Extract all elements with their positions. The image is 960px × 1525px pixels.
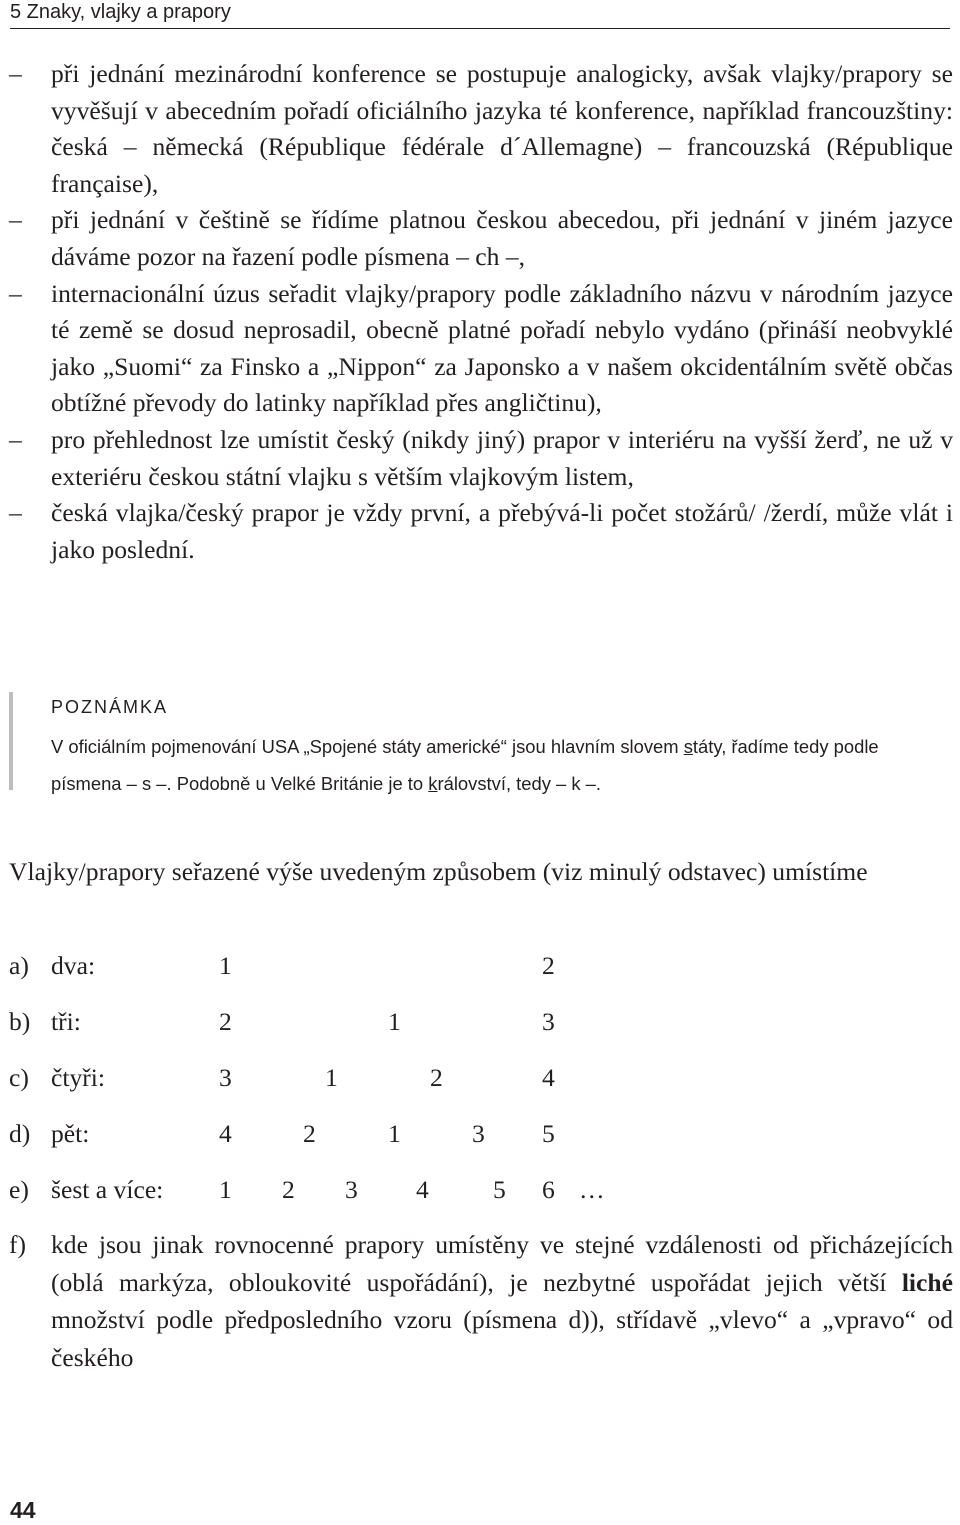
flag-position: 4 [416, 1175, 429, 1204]
flag-position: 5 [542, 1119, 555, 1148]
flag-position: 3 [542, 1007, 555, 1036]
list-item [9, 56, 953, 202]
flag-position: 2 [542, 951, 555, 980]
dash-bullet: – [9, 59, 22, 88]
flag-position: 1 [219, 1175, 232, 1204]
row-letter: a) [9, 951, 29, 980]
underlined-letter: k [428, 773, 438, 794]
flag-position: 2 [303, 1119, 316, 1148]
list-item-text: při jednání mezinárodní konference se postupuje analogicky, avšak vlajky/prapory se vyvěšují v abecedním pořadí oficiálního jazyka té konference, například francouzštiny: česká – německá (République fédérale d´Allemagne) – francouzská (République française), [51, 59, 953, 198]
flag-position: 3 [219, 1063, 232, 1092]
row-label: dva: [51, 951, 96, 980]
flag-position: 2 [430, 1063, 443, 1092]
list-item-text: při jednání v češtině se řídíme platnou českou abecedou, při jednání v jiném jazyce dáváme pozor na řazení podle písmena – ch –, [51, 205, 953, 271]
flag-position: 6 [542, 1175, 555, 1204]
row-label: šest a více: [51, 1175, 164, 1204]
bold-word: liché [901, 1267, 953, 1297]
flag-position: 2 [282, 1175, 295, 1204]
flag-position: 5 [493, 1175, 506, 1204]
row-label: pět: [51, 1119, 90, 1148]
bullet-list [9, 56, 953, 568]
dash-bullet: – [9, 498, 22, 528]
flag-position: 3 [345, 1175, 358, 1204]
row-letter: e) [9, 1175, 29, 1204]
chapter-title: 5 Znaky, vlajky a prapory [10, 1, 231, 23]
underlined-letter: s [683, 736, 693, 757]
list-item-text: internacionální úzus seřadit vlajky/prapory podle základního názvu v národním jazyce té země se dosud neprosadil, obecně platné pořadí nebylo vydáno (přináší neobvyklé jako „Suomi“ za Finsko a „Nippon“ za Japonsko a v našem okcidentálním světě občas obtížné převody do latinky například přes angličtinu), [51, 278, 953, 418]
dash-bullet: – [9, 278, 22, 308]
list-item-text: pro přehlednost lze umístit český (nikdy jiný) prapor v interiéru na vyšší žerď, ne už v exteriéru českou státní vlajku s větším vlajkovým listem, [51, 424, 953, 491]
row-letter: f) [9, 1230, 27, 1259]
flag-position: 1 [388, 1119, 401, 1148]
dash-bullet: – [9, 424, 22, 454]
flag-position: 4 [542, 1063, 555, 1092]
item-f-text-part: množství podle předposledního vzoru (písmena d)), střídavě „vlevo“ a „vpravo“ od českého [51, 1305, 953, 1372]
note-text-part: táty, řadíme tedy podle písmena – s –. Podobně u Velké Británie je to [51, 736, 879, 794]
running-header [10, 0, 950, 29]
page-number: 44 [10, 1497, 36, 1523]
flag-position: 1 [219, 951, 232, 980]
item-f-text-part: kde jsou jinak rovnocenné prapory umístěny ve stejné vzdálenosti od přicházejících (oblá markýza, obloukovité uspořádání), je nezbytné uspořádat jejich větší [51, 1230, 953, 1297]
row-label: čtyři: [51, 1063, 106, 1092]
list-item-text: česká vlajka/český prapor je vždy první, a přebývá-li počet stožárů/ /žerdí, může vlát i jako poslední. [51, 498, 953, 564]
row-letter: d) [9, 1119, 31, 1148]
flag-position: 3 [472, 1119, 485, 1148]
note-side-bar [9, 692, 13, 790]
flag-position: 1 [388, 1007, 401, 1036]
item-f-text [51, 1226, 953, 1376]
list-item [9, 495, 953, 568]
note-title: POZNÁMKA [51, 697, 169, 717]
row-letter: b) [9, 1007, 31, 1036]
flag-position: 1 [325, 1063, 338, 1092]
note-text [51, 728, 953, 802]
note-box [9, 692, 953, 792]
list-item [9, 276, 953, 422]
list-item [9, 422, 953, 495]
note-text-part: rálovství, tedy – k –. [437, 773, 602, 794]
list-item-f [9, 1226, 953, 1376]
dash-bullet: – [9, 205, 22, 235]
row-letter: c) [9, 1063, 29, 1092]
note-text-part: V oficiálním pojmenování USA „Spojené státy americké“ jsou hlavním slovem [51, 736, 684, 757]
flag-position: 2 [219, 1007, 232, 1036]
intro-paragraph: Vlajky/prapory seřazené výše uvedeným způsobem (viz minulý odstavec) umístíme [9, 857, 868, 886]
row-label: tři: [51, 1007, 81, 1036]
list-item [9, 202, 953, 275]
flag-position: 4 [219, 1119, 232, 1148]
ellipsis: … [579, 1175, 605, 1204]
